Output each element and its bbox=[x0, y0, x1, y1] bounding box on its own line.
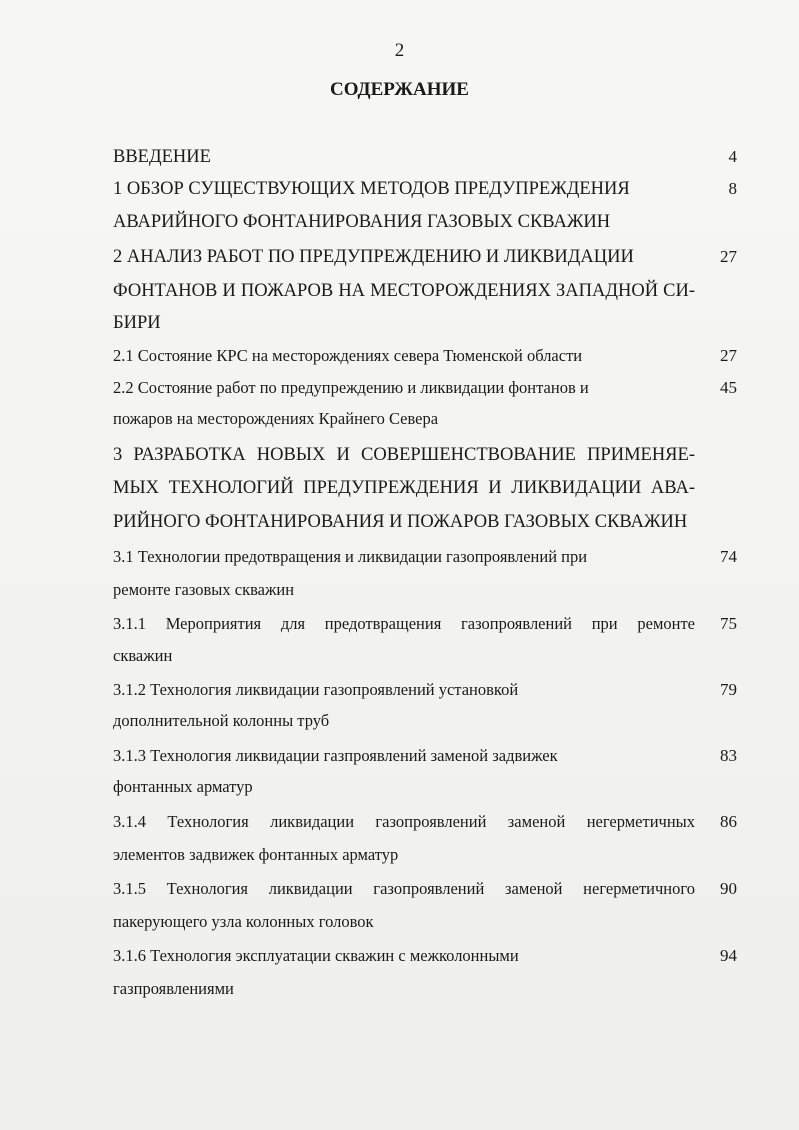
toc-entry-page: 90 bbox=[720, 879, 737, 898]
toc-entry-line: 3.1.5 Технология ликвидации газопроявлений заменой негерметичного bbox=[113, 879, 695, 898]
toc-entry-line: 3.1.1 Мероприятия для предотвращения газопроявлений при ремонте bbox=[113, 614, 695, 633]
toc-entry-line: 2.1 Состояние КРС на месторождениях севера Тюменской области bbox=[113, 346, 583, 365]
toc-entry-page: 45 bbox=[720, 378, 737, 397]
toc-entry-line: РИЙНОГО ФОНТАНИРОВАНИЯ И ПОЖАРОВ ГАЗОВЫХ СКВАЖИН bbox=[113, 512, 688, 532]
toc-entry-line: 3 РАЗРАБОТКА НОВЫХ И СОВЕРШЕНСТВОВАНИЕ ПРИМЕНЯЕ- bbox=[113, 445, 695, 465]
toc-entry-line: 2 АНАЛИЗ РАБОТ ПО ПРЕДУПРЕЖДЕНИЮ И ЛИКВИДАЦИИ bbox=[113, 247, 634, 267]
toc-entry-line: элементов задвижек фонтанных арматур bbox=[113, 845, 399, 864]
toc-entry-page: 27 bbox=[720, 247, 737, 266]
toc-entry-page: 4 bbox=[728, 147, 737, 166]
toc-entry-page: 79 bbox=[720, 680, 737, 699]
toc-entry-line: газпроявлениями bbox=[113, 979, 234, 998]
toc-entry-line: МЫХ ТЕХНОЛОГИЙ ПРЕДУПРЕЖДЕНИЯ И ЛИКВИДАЦИИ АВА- bbox=[113, 478, 695, 498]
toc-entry-page: 75 bbox=[720, 614, 737, 633]
toc-entry-page: 83 bbox=[720, 746, 737, 765]
toc-entry-page: 27 bbox=[720, 346, 737, 365]
toc-entry-line: БИРИ bbox=[113, 313, 161, 333]
toc-entry-line: 2.2 Состояние работ по предупреждению и ликвидации фонтанов и bbox=[113, 378, 589, 397]
toc-entry-line: 3.1.6 Технология эксплуатации скважин с межколонными bbox=[113, 946, 519, 965]
toc-entry-page: 86 bbox=[720, 812, 737, 831]
toc-title: СОДЕРЖАНИЕ bbox=[330, 79, 469, 100]
toc-entry-line: дополнительной колонны труб bbox=[113, 711, 330, 730]
toc-entry-line: ремонте газовых скважин bbox=[113, 580, 295, 599]
toc-entry-line: пожаров на месторождениях Крайнего Севера bbox=[113, 409, 439, 428]
page-number: 2 bbox=[394, 40, 405, 61]
toc-entry-line: ФОНТАНОВ И ПОЖАРОВ НА МЕСТОРОЖДЕНИЯХ ЗАПАДНОЙ СИ- bbox=[113, 281, 695, 301]
toc-entry-line: 3.1.3 Технология ликвидации газпроявлений заменой задвижек bbox=[113, 746, 558, 765]
toc-entry-page: 74 bbox=[720, 547, 737, 566]
toc-entry-page: 8 bbox=[728, 179, 737, 198]
toc-entry-line: 1 ОБЗОР СУЩЕСТВУЮЩИХ МЕТОДОВ ПРЕДУПРЕЖДЕНИЯ bbox=[113, 179, 630, 199]
toc-entry-line: пакерующего узла колонных головок bbox=[113, 912, 374, 931]
toc-entry-line: АВАРИЙНОГО ФОНТАНИРОВАНИЯ ГАЗОВЫХ СКВАЖИН bbox=[113, 212, 611, 232]
toc-entry-page: 94 bbox=[720, 946, 737, 965]
toc-entry-line: 3.1.4 Технология ликвидации газопроявлений заменой негерметичных bbox=[113, 812, 695, 831]
toc-entry-line: ВВЕДЕНИЕ bbox=[113, 147, 211, 167]
toc-entry-line: фонтанных арматур bbox=[113, 777, 253, 796]
toc-entry-line: 3.1.2 Технология ликвидации газопроявлений установкой bbox=[113, 680, 519, 699]
toc-entry-line: 3.1 Технологии предотвращения и ликвидации газопроявлений при bbox=[113, 547, 588, 566]
toc-entry-line: скважин bbox=[113, 646, 173, 665]
